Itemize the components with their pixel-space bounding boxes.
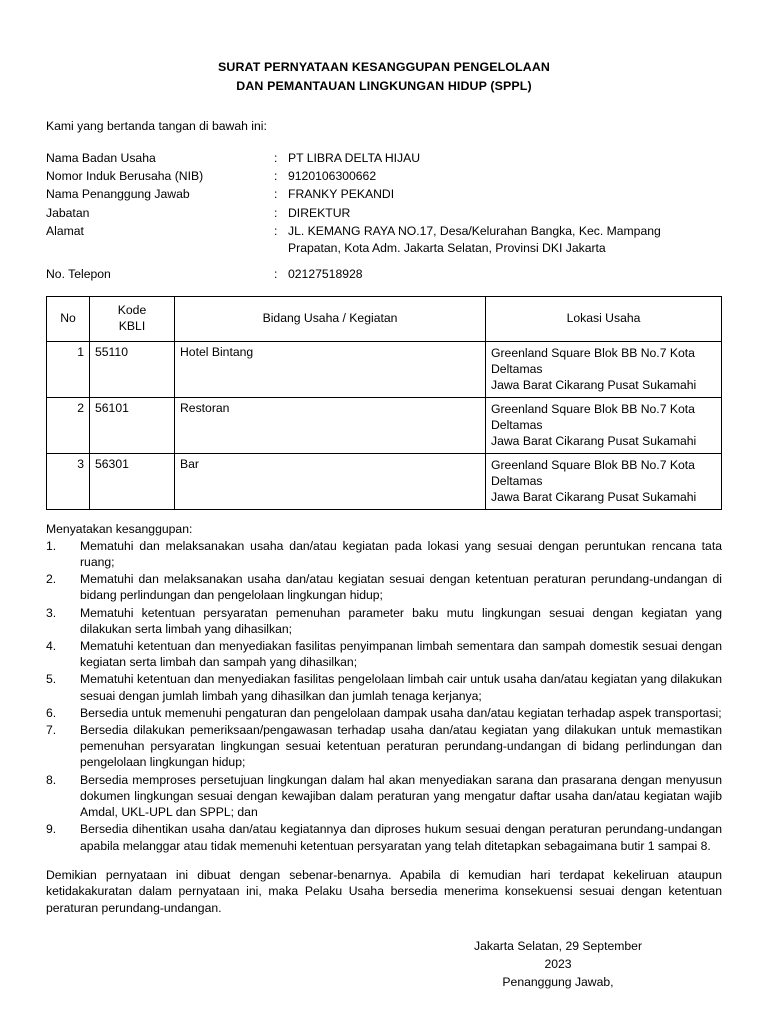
cell-lokasi-line-2: Deltamas bbox=[491, 417, 543, 432]
list-item-text: Bersedia memproses persetujuan lingkungan dalam hal akan menyediakan sarana dan prasarana dengan menyusun dokumen lingkungan sesuai dengan kewajiban dalam peraturan yang mengatur daftar usaha dan/atau kegiatan wajib Amdal, UKL-UPL dan SPPL; dan bbox=[80, 772, 722, 820]
list-item-number: 5. bbox=[46, 672, 57, 687]
list-item-text: Mematuhi ketentuan dan menyediakan fasilitas pengelolaan limbah cair untuk usaha dan/atau kegiatan yang dilakukan sesuai dengan jumlah limbah yang dihasilkan dan jumlah tenaga kerjanya; bbox=[80, 672, 722, 703]
identity-colon: : bbox=[274, 223, 278, 238]
list-item-number: 4. bbox=[46, 638, 57, 653]
cell-lokasi-line-3: Jawa Barat Cikarang Pusat Sukamahi bbox=[491, 434, 697, 449]
list-item-number: 9. bbox=[46, 822, 57, 837]
signature-role: Penanggung Jawab, bbox=[502, 974, 614, 989]
cell-bidang: Bar bbox=[175, 453, 486, 509]
signature-place-date-line-1: Jakarta Selatan, 29 September bbox=[473, 939, 643, 954]
list-item-number: 3. bbox=[46, 605, 57, 620]
list-item-number: 2. bbox=[46, 572, 57, 587]
list-item bbox=[46, 538, 722, 570]
list-item-text: Bersedia dilakukan pemeriksaan/pengawasan terhadap usaha dan/atau kegiatan yang dilakukan untuk memastikan pemenuhan persyaratan lingkungan sesuai ketentuan peraturan perundang-undangan di bidang perlindungan dan pengelolaan lingkungan hidup; bbox=[80, 723, 722, 770]
table-row bbox=[47, 453, 722, 509]
cell-lokasi-line-2: Deltamas bbox=[491, 361, 543, 376]
identity-value: DIREKTUR bbox=[288, 205, 351, 220]
list-item bbox=[46, 571, 722, 603]
list-item bbox=[46, 705, 722, 721]
identity-row bbox=[46, 223, 722, 258]
cell-lokasi-line-1: Greenland Square Blok BB No.7 Kota bbox=[491, 401, 695, 416]
list-item-number: 1. bbox=[46, 538, 57, 553]
list-item bbox=[46, 671, 722, 703]
signature-place-date-line-2: 2023 bbox=[544, 956, 572, 971]
page-title-line-1: SURAT PERNYATAAN KESANGGUPAN PENGELOLAAN bbox=[218, 60, 550, 74]
page-title bbox=[46, 58, 722, 96]
column-header-kode-kbli bbox=[90, 296, 175, 341]
list-item-text: Mematuhi ketentuan persyaratan pemenuhan parameter baku mutu lingkungan sesuai dengan kegiatan yang dilakukan serta limbah yang dihasilkan; bbox=[80, 605, 722, 636]
cell-kode: 55110 bbox=[90, 341, 175, 397]
list-item bbox=[46, 722, 722, 771]
cell-lokasi bbox=[486, 453, 722, 509]
cell-bidang: Restoran bbox=[175, 397, 486, 453]
identity-colon: : bbox=[274, 187, 278, 202]
column-header-no: No bbox=[47, 296, 90, 341]
column-header-bidang-usaha: Bidang Usaha / Kegiatan bbox=[175, 296, 486, 341]
list-item-number: 6. bbox=[46, 705, 57, 720]
list-item-text: Bersedia dihentikan usaha dan/atau kegiatannya dan diproses hukum sesuai dengan peraturan perundang-undangan apabila melanggar atau tidak memenuhi ketentuan persyaratan yang telah ditetapkan sebagaimana butir 1 sampai 8. bbox=[80, 822, 722, 853]
identity-value: 9120106300662 bbox=[288, 168, 377, 183]
identity-label: Nama Badan Usaha bbox=[46, 150, 156, 165]
identity-value: JL. KEMANG RAYA NO.17, Desa/Kelurahan Bangka, Kec. Mampang Prapatan, Kota Adm. Jakarta Selatan, Provinsi DKI Jakarta bbox=[288, 223, 661, 256]
identity-row bbox=[46, 186, 722, 203]
page-title-line-2: DAN PEMANTAUAN LINGKUNGAN HIDUP (SPPL) bbox=[236, 79, 532, 94]
list-item bbox=[46, 772, 722, 821]
column-header-kode-line-2: KBLI bbox=[118, 318, 146, 333]
identity-colon: : bbox=[274, 150, 278, 165]
cell-lokasi bbox=[486, 341, 722, 397]
intro-text: Kami yang bertanda tangan di bawah ini: bbox=[46, 119, 267, 134]
identity-label: Jabatan bbox=[46, 205, 90, 220]
identity-value: FRANKY PEKANDI bbox=[288, 187, 395, 202]
identity-row bbox=[46, 205, 722, 222]
identity-label: Nama Penanggung Jawab bbox=[46, 187, 190, 202]
identity-row bbox=[46, 150, 722, 167]
identity-value: 02127518928 bbox=[288, 267, 363, 282]
cell-no: 3 bbox=[47, 453, 90, 509]
statement-heading: Menyatakan kesanggupan: bbox=[46, 521, 193, 536]
list-item bbox=[46, 638, 722, 670]
identity-colon: : bbox=[274, 205, 278, 220]
identity-colon: : bbox=[274, 267, 278, 282]
identity-colon: : bbox=[274, 168, 278, 183]
cell-lokasi-line-1: Greenland Square Blok BB No.7 Kota bbox=[491, 457, 695, 472]
list-item bbox=[46, 821, 722, 853]
identity-value: PT LIBRA DELTA HIJAU bbox=[288, 150, 421, 165]
list-item-text: Mematuhi ketentuan dan menyediakan fasilitas penyimpanan limbah sementara dan sampah domestik sesuai dengan kegiatan serta limbah dan sampah yang dihasilkan; bbox=[80, 638, 722, 670]
list-item bbox=[46, 605, 722, 637]
list-item-text: Mematuhi dan melaksanakan usaha dan/atau kegiatan sesuai dengan ketentuan peraturan perundang-undangan di bidang perlindungan dan pengelolaan lingkungan hidup; bbox=[80, 572, 722, 603]
identity-label: No. Telepon bbox=[46, 267, 111, 282]
kbli-table bbox=[46, 296, 722, 510]
cell-kode: 56101 bbox=[90, 397, 175, 453]
cell-lokasi-line-1: Greenland Square Blok BB No.7 Kota bbox=[491, 345, 695, 360]
identity-row bbox=[46, 168, 722, 185]
list-item-number: 8. bbox=[46, 772, 57, 787]
identity-block bbox=[46, 150, 722, 284]
cell-no: 2 bbox=[47, 397, 90, 453]
cell-lokasi bbox=[486, 397, 722, 453]
signature-block bbox=[408, 938, 708, 991]
cell-no: 1 bbox=[47, 341, 90, 397]
table-row bbox=[47, 397, 722, 453]
list-item-text: Mematuhi dan melaksanakan usaha dan/atau kegiatan pada lokasi yang sesuai dengan peruntukan rencana tata ruang; bbox=[80, 538, 722, 569]
cell-bidang: Hotel Bintang bbox=[175, 341, 486, 397]
column-header-kode-line-1: Kode bbox=[117, 302, 147, 317]
table-row bbox=[47, 341, 722, 397]
cell-lokasi-line-3: Jawa Barat Cikarang Pusat Sukamahi bbox=[491, 490, 697, 505]
cell-lokasi-line-2: Deltamas bbox=[491, 473, 543, 488]
statement-list bbox=[46, 538, 722, 854]
identity-label: Nomor Induk Berusaha (NIB) bbox=[46, 168, 204, 183]
column-header-lokasi-usaha: Lokasi Usaha bbox=[486, 296, 722, 341]
list-item-number: 7. bbox=[46, 723, 57, 738]
table-header-row bbox=[47, 296, 722, 341]
cell-kode: 56301 bbox=[90, 453, 175, 509]
identity-row bbox=[46, 266, 722, 283]
list-item-text: Bersedia untuk memenuhi pengaturan dan pengelolaan dampak usaha dan/atau kegiatan terhadap aspek transportasi; bbox=[80, 705, 722, 720]
identity-label: Alamat bbox=[46, 223, 84, 238]
cell-lokasi-line-3: Jawa Barat Cikarang Pusat Sukamahi bbox=[491, 378, 697, 393]
closing-paragraph: Demikian pernyataan ini dibuat dengan sebenar-benarnya. Apabila di kemudian hari terdapat kekeliruan ataupun ketidakakuratan dalam pernyataan ini, maka Pelaku Usaha bersedia menerima konsekuensi sesuai dengan ketentuan peraturan perundang-undangan. bbox=[46, 867, 722, 915]
